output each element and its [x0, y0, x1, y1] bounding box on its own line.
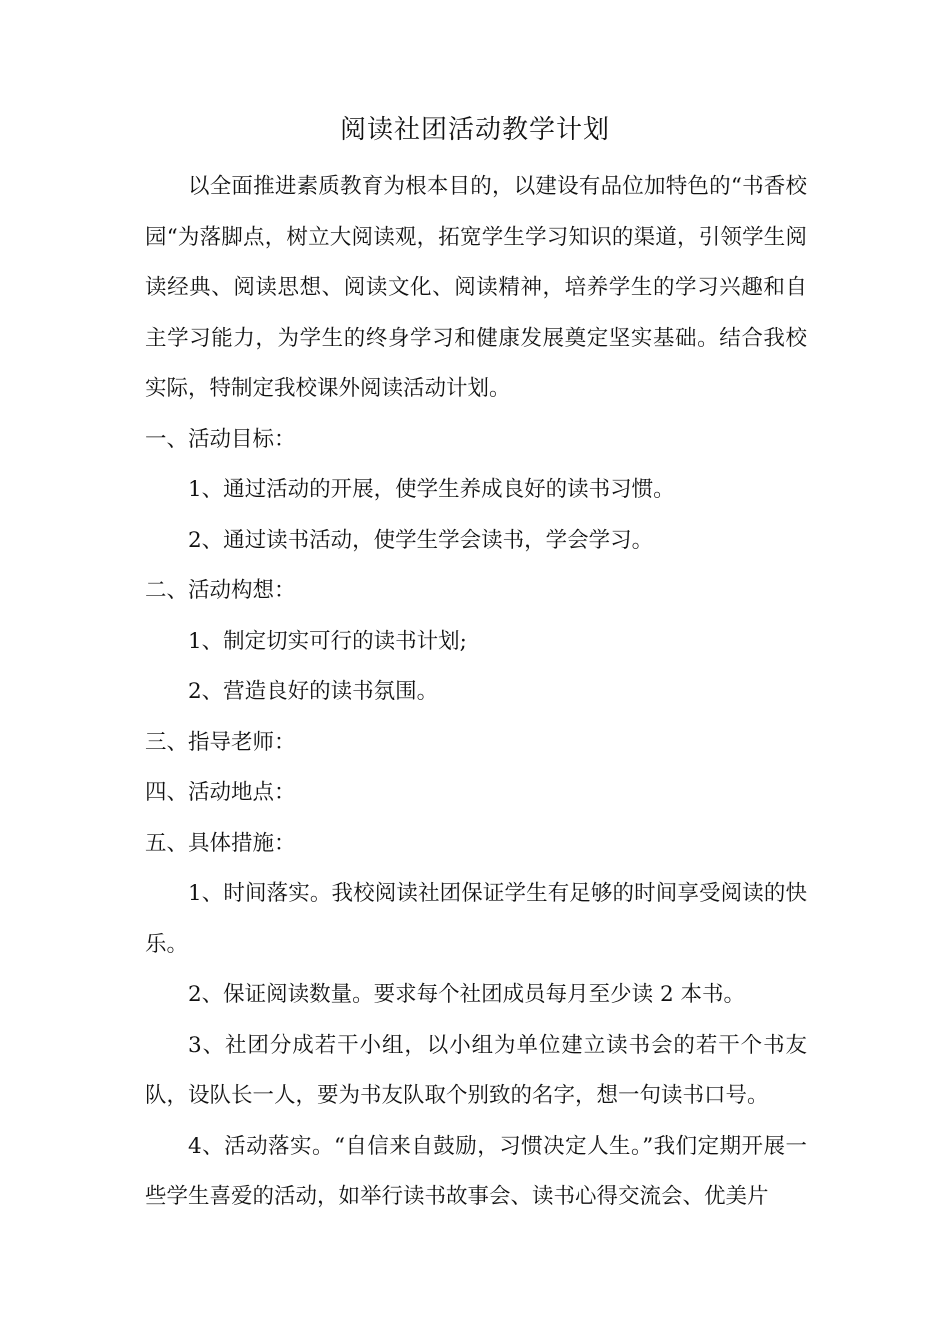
measure-item-4: 4、活动落实。“自信来自鼓励，习惯决定人生。”我们定期开展一些学生喜爱的活动，如举行读书故事会、读书心得交流会、优美片 [145, 1133, 807, 1209]
intro-paragraph: 以全面推进素质教育为根本目的，以建设有品位加特色的“书香校园“为落脚点，树立大阅读观，拓宽学生学习知识的渠道，引领学生阅读经典、阅读思想、阅读文化、阅读精神，培养学生的学习兴趣和自主学习能力，为学生的终身学习和健康发展奠定坚实基础。结合我校实际，特制定我校课外阅读活动计划。 [145, 174, 807, 401]
section-heading-goals: 一、活动目标： [145, 426, 296, 452]
document-title: 阅读社团活动教学计划 [339, 115, 610, 145]
document-body [145, 162, 807, 1223]
section-heading-location: 四、活动地点： [145, 780, 296, 805]
measure-item-3: 3、社团分成若干小组，以小组为单位建立读书会的若干个书友队，设队长一人，要为书友队取个别致的名字，想一句读书口号。 [145, 1032, 807, 1108]
goal-item-1: 1、通过活动的开展，使学生养成良好的读书习惯。 [188, 477, 675, 502]
measure-item-1: 1、时间落实。我校阅读社团保证学生有足够的时间享受阅读的快乐。 [145, 881, 807, 957]
measure-item-2: 2、保证阅读数量。要求每个社团成员每月至少读 2 本书。 [188, 982, 746, 1007]
section-heading-measures: 五、具体措施： [145, 830, 296, 856]
concept-item-2: 2、营造良好的读书氛围。 [188, 679, 439, 704]
section-heading-teacher: 三、指导老师： [145, 729, 296, 755]
section-heading-concept: 二、活动构想： [145, 578, 296, 603]
concept-item-1: 1、制定切实可行的读书计划; [188, 628, 467, 654]
goal-item-2: 2、通过读书活动，使学生学会读书，学会学习。 [188, 527, 654, 553]
